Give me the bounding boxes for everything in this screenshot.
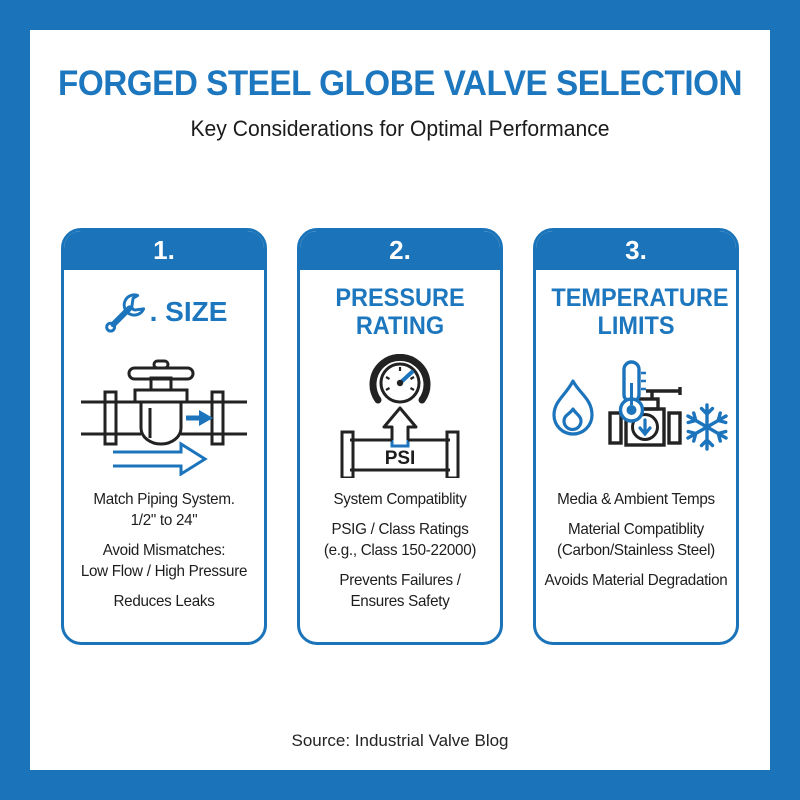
cards-row <box>30 228 770 645</box>
text-line: (Carbon/Stainless Steel) <box>557 542 715 560</box>
text-line: (e.g., Class 150-22000) <box>323 542 477 560</box>
wrench-icon <box>101 290 145 334</box>
card-size <box>61 228 267 645</box>
valve-flow-diagram-icon <box>73 356 255 476</box>
psi-label: PSI <box>384 448 416 469</box>
card-temperature-text <box>536 478 736 642</box>
flow-arrow-icon <box>186 410 213 426</box>
card-size-title-zone <box>64 270 264 354</box>
text-line: 1/2" to 24" <box>130 512 198 530</box>
card-temperature-number: 3. <box>536 231 736 270</box>
thermometer-icon <box>621 362 647 421</box>
page-subtitle: Key Considerations for Optimal Performance <box>190 116 610 141</box>
snowflake-icon <box>685 405 729 449</box>
gauge-psi-illustration <box>300 354 500 478</box>
globe-valve-pipe-illustration <box>64 354 264 478</box>
card-temperature-title: TEMPERATURE LIMITS <box>551 284 729 340</box>
card-temperature-title-zone <box>536 270 736 354</box>
temperature-illustration <box>536 354 736 478</box>
source-attribution: Source: Industrial Valve Blog <box>291 731 509 750</box>
card-pressure-text <box>300 478 500 642</box>
flame-icon <box>554 381 592 434</box>
card-temperature-limits <box>533 228 739 645</box>
text-line: Media & Ambient Temps <box>557 491 715 508</box>
text-line: Avoid Mismatches: <box>102 542 226 560</box>
card-size-number: 1. <box>64 231 264 270</box>
header <box>30 64 770 142</box>
text-line: Low Flow / High Pressure <box>80 563 248 581</box>
gauge-down-needle-icon <box>640 420 650 434</box>
text-line: PSIG / Class Ratings <box>331 521 469 539</box>
text-line: Material Compatiblity <box>568 521 704 539</box>
card-pressure-title-zone <box>300 270 500 354</box>
text-line: Reduces Leaks <box>113 593 215 611</box>
card-pressure-rating <box>297 228 503 645</box>
text-line: Ensures Safety <box>350 593 450 611</box>
text-line: Avoids Material Degradation <box>544 572 728 590</box>
card-size-title: . SIZE <box>149 296 228 327</box>
card-pressure-title: PRESSURE RATING <box>335 284 465 340</box>
text-line: Match Piping System. <box>93 491 235 508</box>
content-panel <box>30 30 770 770</box>
text-line: Prevents Failures / <box>339 572 461 590</box>
card-size-text <box>64 478 264 642</box>
pressure-gauge-icon <box>325 354 475 478</box>
page-title: FORGED STEEL GLOBE VALVE SELECTION <box>57 64 743 103</box>
card-pressure-number: 2. <box>300 231 500 270</box>
double-flow-arrow-icon <box>113 444 205 474</box>
text-line: System Compatiblity <box>333 491 467 508</box>
